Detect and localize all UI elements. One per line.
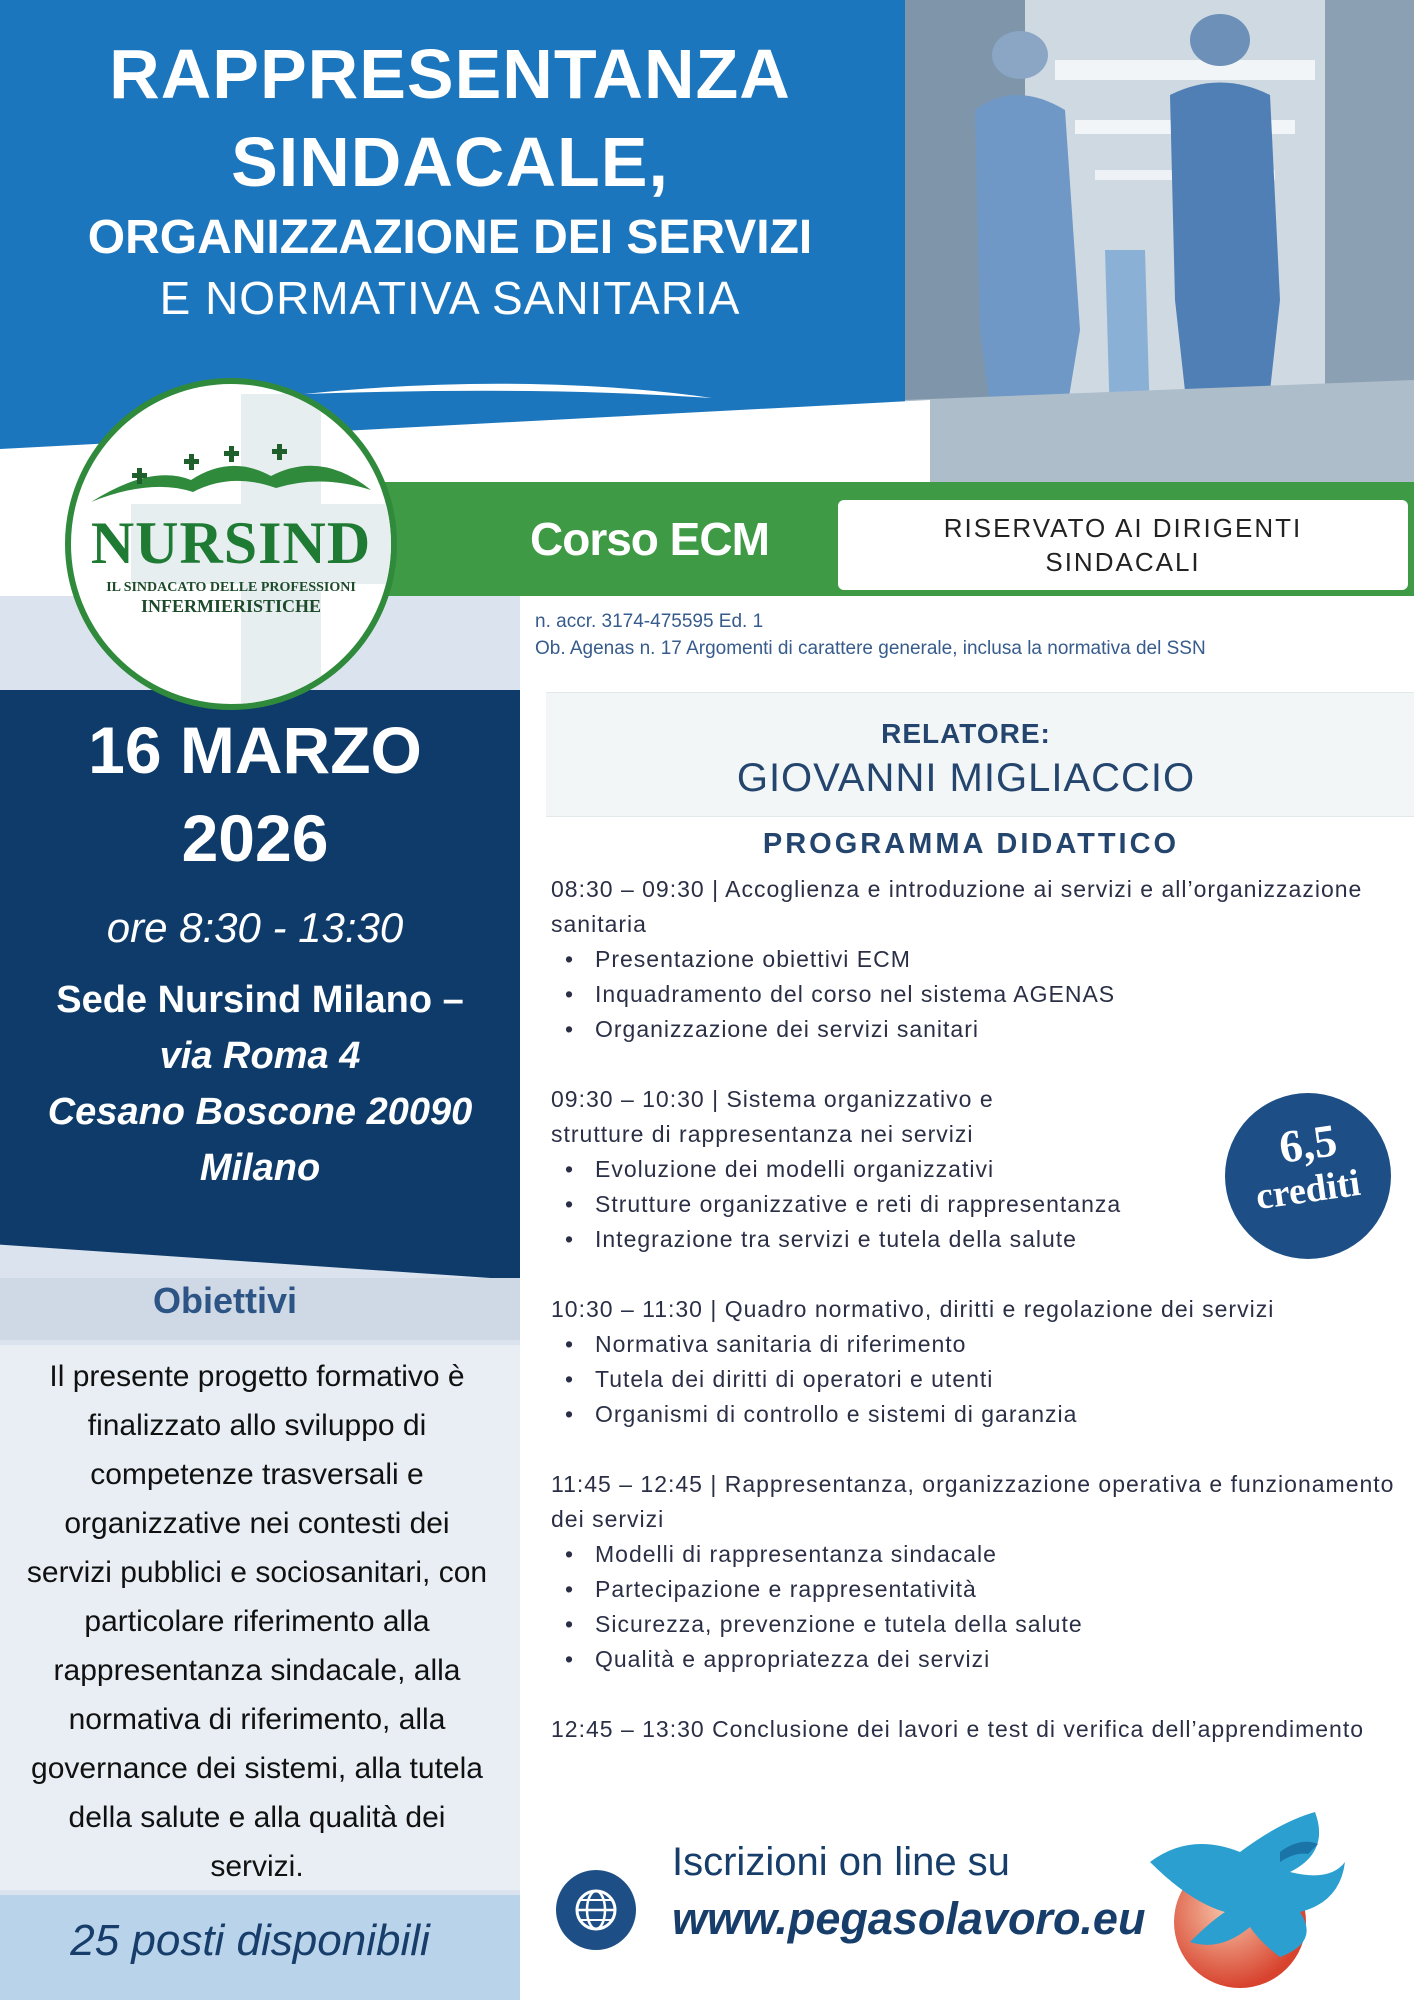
hospital-corridor-photo (905, 0, 1414, 482)
slot-item: • Sicurezza, prevenzione e tutela della salute (551, 1607, 1414, 1642)
slot-heading: 09:30 – 10:30 | Sistema organizzativo e strutture di rappresentanza nei servizi (551, 1086, 994, 1147)
pegasus-logo-icon (1130, 1792, 1370, 1992)
course-label: Corso ECM (530, 513, 769, 565)
event-time: ore 8:30 - 13:30 (106, 904, 404, 951)
reserved-badge: RISERVATO AI DIRIGENTI SINDACALI (838, 500, 1408, 590)
title-block (0, 30, 900, 328)
venue-line-2: via Roma 4 (159, 1035, 361, 1077)
credits-number: 6,5 (1275, 1114, 1341, 1173)
slot-item: • Evoluzione dei modelli organizzativi (551, 1152, 1414, 1187)
logo-wordmark: NURSIND (90, 510, 372, 576)
slot-item: • Organismi di controllo e sistemi di garanzia (551, 1397, 1414, 1432)
slot-item: • Tutela dei diritti di operatori e utenti (551, 1362, 1414, 1397)
slot-item: • Strutture organizzative e reti di rappresentanza (551, 1187, 1414, 1222)
venue-line-1: Sede Nursind Milano – (56, 979, 464, 1021)
slot-item: • Modelli di rappresentanza sindacale (551, 1537, 1414, 1572)
accreditation-number: n. accr. 3174-475595 Ed. 1 (535, 611, 764, 632)
program-slot (551, 1712, 1414, 1747)
slot-item: • Inquadramento del corso nel sistema AGENAS (551, 977, 1414, 1012)
slot-item: • Partecipazione e rappresentatività (551, 1572, 1414, 1607)
slot-item: • Organizzazione dei servizi sanitari (551, 1012, 1414, 1047)
speaker-name: GIOVANNI MIGLIACCIO (736, 756, 1196, 800)
event-date (0, 706, 510, 882)
credits-badge (1225, 1093, 1391, 1259)
speaker-label: RELATORE: (881, 718, 1051, 749)
slot-heading: 08:30 – 09:30 | Accoglienza e introduzione ai servizi e all’organizzazione sanitaria (551, 876, 1363, 937)
program-slot (551, 1467, 1414, 1677)
title-line-3: ORGANIZZAZIONE DEI SERVIZI (87, 211, 813, 264)
slot-heading: 11:45 – 12:45 | Rappresentanza, organizzazione operativa e funzionamento dei servizi (551, 1471, 1395, 1532)
program-slot (551, 1292, 1414, 1432)
slot-item: • Presentazione obiettivi ECM (551, 942, 1414, 977)
accreditation-info (535, 608, 1206, 662)
venue-line-4: Milano (199, 1147, 321, 1189)
logo-tagline-1: IL SINDACATO DELLE PROFESSIONI (106, 580, 356, 595)
logo-tagline-2: INFERMIERISTICHE (140, 596, 322, 616)
objectives-text: Il presente progetto formativo è finalizzato allo sviluppo di competenze trasversali e organizzative nei contesti dei servizi pubblici e sociosanitari, con particolare riferimento alla rappresentanza sindacale, alla normativa di riferimento, alla governance dei sistemi, alla tutela della salute e alla qualità dei servizi. (26, 1360, 488, 1883)
available-seats: 25 posti disponibili (70, 1916, 430, 1965)
credits-label: crediti (1253, 1161, 1363, 1219)
event-date-year: 2026 (181, 801, 329, 875)
registration-link[interactable]: www.pegasolavoro.eu (672, 1893, 1146, 1944)
slot-item: • Integrazione tra servizi e tutela della salute (551, 1222, 1414, 1257)
agenas-objective: Ob. Agenas n. 17 Argomenti di carattere generale, inclusa la normativa del SSN (535, 638, 1206, 659)
globe-icon (556, 1870, 636, 1950)
slot-heading: 10:30 – 11:30 | Quadro normativo, diritti e regolazione dei servizi (551, 1296, 1275, 1322)
event-venue (0, 972, 520, 1196)
title-line-1: RAPPRESENTANZA (109, 35, 791, 113)
slot-heading: 12:45 – 13:30 Conclusione dei lavori e test di verifica dell’apprendimento (551, 1716, 1365, 1742)
title-line-2: SINDACALE, (231, 123, 669, 201)
slot-item: • Qualità e appropriatezza dei servizi (551, 1642, 1414, 1677)
slot-item: • Normativa sanitaria di riferimento (551, 1327, 1414, 1362)
program-slot (551, 872, 1414, 1047)
event-date-day: 16 MARZO (88, 713, 422, 787)
nursind-logo (65, 378, 397, 710)
program-schedule (551, 872, 1414, 1782)
registration-label: Iscrizioni on line su (672, 1840, 1010, 1884)
objectives-title: Obiettivi (152, 1280, 298, 1321)
program-title: PROGRAMMA DIDATTICO (762, 828, 1180, 860)
title-line-4: E NORMATIVA SANITARIA (159, 272, 741, 324)
venue-line-3: Cesano Boscone 20090 (47, 1091, 473, 1133)
